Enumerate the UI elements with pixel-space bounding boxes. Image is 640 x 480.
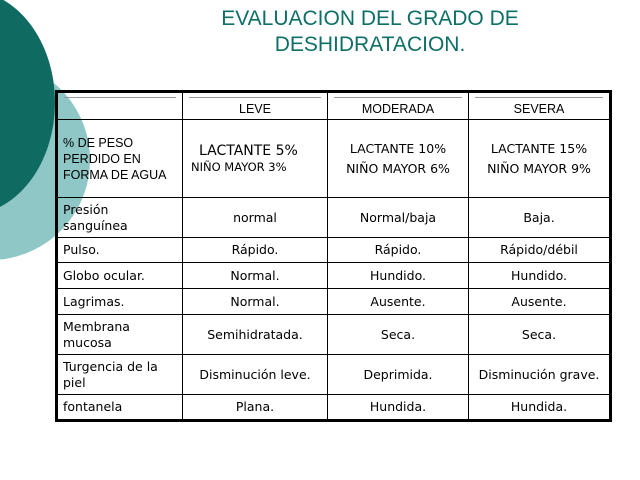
cell-leve: Plana.: [183, 395, 328, 420]
peso-moderada: [328, 120, 469, 198]
peso-severa-lactante: LACTANTE 15%: [490, 140, 588, 156]
dehydration-table: [57, 92, 610, 420]
row-label: Presión sanguínea: [58, 198, 183, 238]
cell-severa: Disminución grave.: [469, 355, 610, 395]
row-label: Membrana mucosa: [58, 315, 183, 355]
peso-leve-nino: NIÑO MAYOR 3%: [191, 159, 287, 174]
peso-severa: [469, 120, 610, 198]
row-label: Pulso.: [58, 238, 183, 263]
header-leve: LEVE: [183, 93, 328, 120]
cell-severa: Baja.: [469, 198, 610, 238]
table-row: [58, 238, 610, 263]
cell-moderada: Ausente.: [328, 289, 469, 315]
peso-leve-lactante: LACTANTE 5%: [199, 142, 298, 159]
peso-severa-nino: NIÑO MAYOR 9%: [487, 160, 591, 176]
cell-moderada: Seca.: [328, 315, 469, 355]
header-moderada: MODERADA: [328, 93, 469, 120]
cell-moderada: Rápido.: [328, 238, 469, 263]
cell-moderada: Deprimida.: [328, 355, 469, 395]
table-row: [58, 198, 610, 238]
header-severa: SEVERA: [469, 93, 610, 120]
title-line-1: EVALUACION DEL GRADO DE: [221, 7, 519, 30]
row-label: fontanela: [58, 395, 183, 420]
row-label: Lagrimas.: [58, 289, 183, 315]
row-label: Globo ocular.: [58, 263, 183, 289]
peso-leve: [183, 120, 328, 198]
cell-severa: Ausente.: [469, 289, 610, 315]
table-row: [58, 263, 610, 289]
header-row: [58, 93, 610, 120]
slide-title: [170, 6, 570, 58]
row-label: Turgencia de la piel: [58, 355, 183, 395]
cell-leve: normal: [183, 198, 328, 238]
title-line-2: DESHIDRATACION.: [274, 33, 466, 56]
cell-leve: Semihidratada.: [183, 315, 328, 355]
cell-severa: Seca.: [469, 315, 610, 355]
table-row: [58, 395, 610, 420]
cell-severa: Rápido/débil: [469, 238, 610, 263]
cell-moderada: Hundido.: [328, 263, 469, 289]
cell-severa: Hundido.: [469, 263, 610, 289]
table-row: [58, 355, 610, 395]
cell-leve: Normal.: [183, 263, 328, 289]
cell-leve: Normal.: [183, 289, 328, 315]
table-row: [58, 315, 610, 355]
cell-leve: Rápido.: [183, 238, 328, 263]
header-empty: [58, 93, 183, 120]
cell-moderada: Hundida.: [328, 395, 469, 420]
table-row: [58, 289, 610, 315]
peso-moderada-lactante: LACTANTE 10%: [349, 140, 447, 156]
cell-moderada: Normal/baja: [328, 198, 469, 238]
peso-label: % DE PESO PERDIDO EN FORMA DE AGUA: [58, 120, 183, 198]
peso-moderada-nino: NIÑO MAYOR 6%: [346, 160, 450, 176]
cell-severa: Hundida.: [469, 395, 610, 420]
peso-row: [58, 120, 610, 198]
cell-leve: Disminución leve.: [183, 355, 328, 395]
